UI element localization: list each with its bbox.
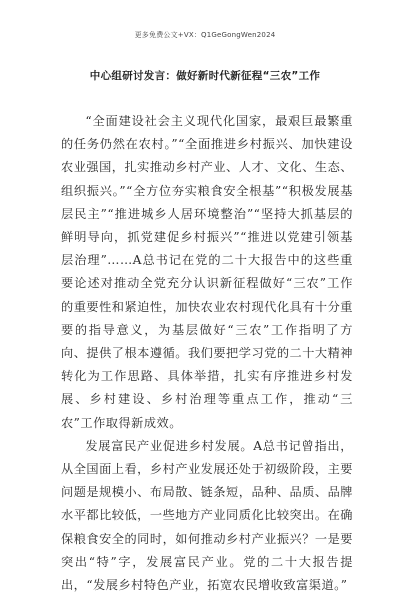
- paragraph: “全面建设社会主义现代化国家，最艰巨最繁重的任务仍然在农村。”“全面推进乡村振兴、加快建设农业强国，扎实推动乡村产业、人才、文化、生态、组织振兴。”“全方位夯实粮食安全根基”“积极发展基层民主”“推进城乡人居环境整治”“坚持大抓基层的鲜明导向，抓党建促乡村振兴”“推进以党建引领基层治理”……A总书记在党的二十大报告中的这些重要论述对推动全党充分认识新征程做好“三农”工作的重要性和紧迫性，加快农业农村现代化具有十分重要的指导意义，为基层做好“三农”工作指明了方向、提供了根本遵循。我们要把学习党的二十大精神转化为工作思路、具体举措，扎实有序推进乡村发展、乡村建设、乡村治理等重点工作，推动“三农”工作取得新成效。: [61, 114, 353, 430]
- header-note: 更多免费公文+VX：Q1GeGongWen2024: [134, 31, 276, 39]
- document-title: 中心组研讨发言：做好新时代新征程“三农”工作: [89, 70, 321, 82]
- paragraph: 发展富民产业促进乡村发展。A总书记曾指出，从全国面上看，乡村产业发展还处于初级阶段，主要问题是规模小、布局散、链条短，品种、品质、品牌水平都比较低，一些地方产业同质化比较突出。在确保粮食安全的同时，如何推动乡村产业振兴？一是要突出“特”字，发展富民产业。党的二十大报告提出，“发展乡村特色产业，拓宽农民增收致富渠道。”: [61, 438, 353, 593]
- document-body: [61, 110, 353, 597]
